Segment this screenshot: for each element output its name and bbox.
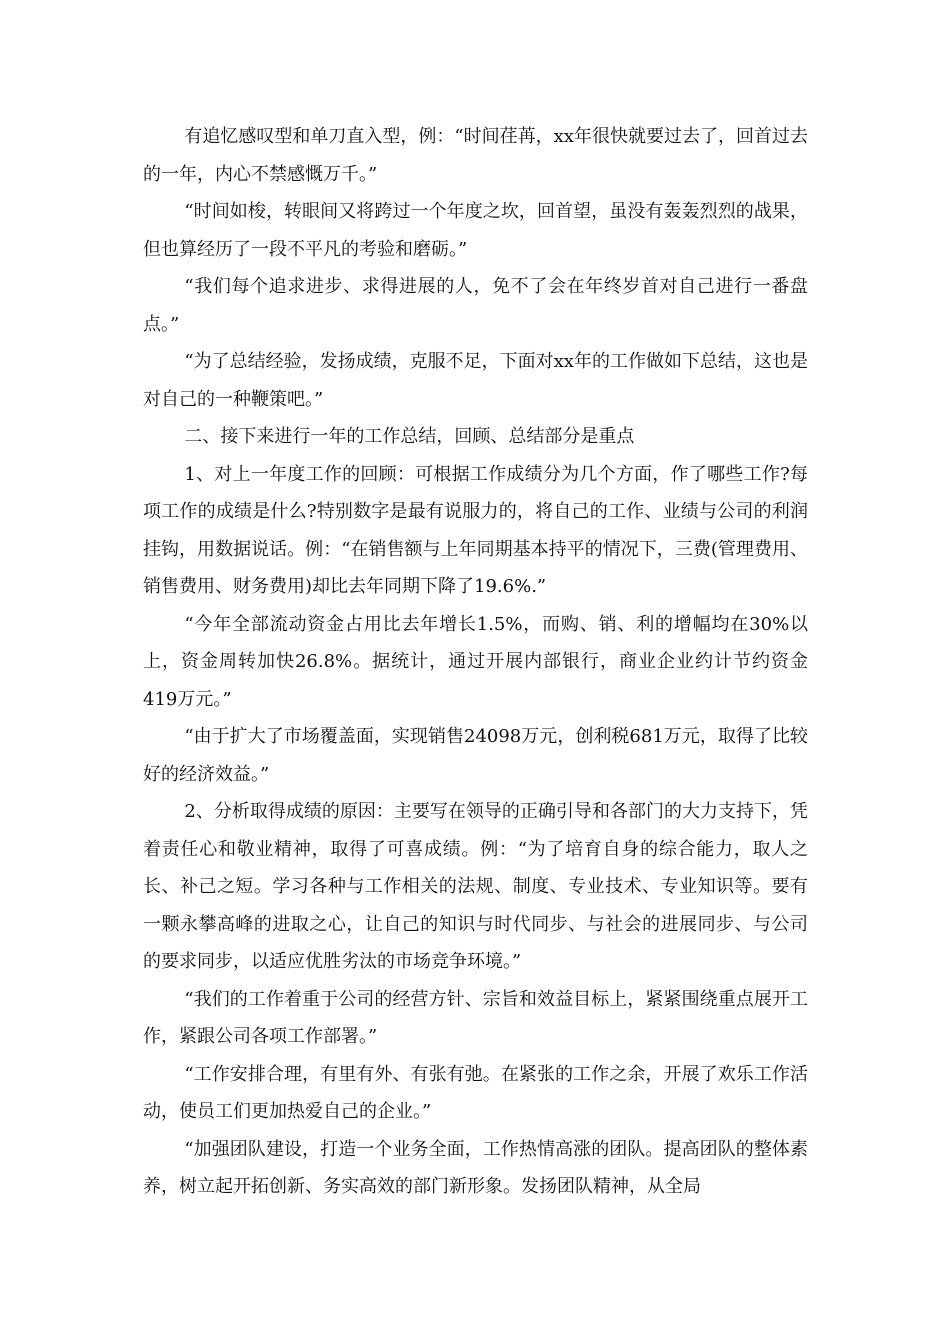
paragraph: 2、分析取得成绩的原因：主要写在领导的正确引导和各部门的大力支持下，凭着责任心和敬业精神，取得了可喜成绩。例：“为了培育自身的综合能力，取人之长、补己之短。学习各种与工作相关的法规、制度、专业技术、专业知识等。要有一颗永攀高峰的进取之心，让自己的知识与时代同步、与社会的进展同步、与公司的要求同步，以适应优胜劣汰的市场竞争环境。” (143, 801, 808, 972)
paragraph: “我们每个追求进步、求得进展的人，免不了会在年终岁首对自己进行一番盘点。” (143, 276, 808, 335)
paragraph: 1、对上一年度工作的回顾：可根据工作成绩分为几个方面，作了哪些工作?每项工作的成绩是什么?特别数字是最有说服力的，将自己的工作、业绩与公司的利润挂钩，用数据说话。例：“在销售额与上年同期基本持平的情况下，三费(管理费用、销售费用、财务费用)却比去年同期下降了19.6%.” (143, 463, 808, 597)
section-heading: 二、接下来进行一年的工作总结，回顾、总结部分是重点 (184, 426, 635, 447)
paragraph: “工作安排合理，有里有外、有张有弛。在紧张的工作之余，开展了欢乐工作活动，使员工们更加热爱自己的企业。” (143, 1063, 808, 1122)
paragraph: 有追忆感叹型和单刀直入型，例：“时间荏苒，xx年很快就要过去了，回首过去的一年，内心不禁感慨万千。” (143, 126, 808, 185)
paragraph: “时间如梭，转眼间又将跨过一个年度之坎，回首望，虽没有轰轰烈烈的战果，但也算经历了一段不平凡的考验和磨砺。” (143, 201, 808, 260)
document-body (143, 118, 808, 1206)
paragraph: “为了总结经验，发扬成绩，克服不足，下面对xx年的工作做如下总结，这也是对自己的一种鞭策吧。” (143, 351, 808, 410)
paragraph: “今年全部流动资金占用比去年增长1.5%，而购、销、利的增幅均在30%以上，资金周转加快26.8%。据统计，通过开展内部银行，商业企业约计节约资金419万元。” (143, 613, 808, 710)
paragraph: “由于扩大了市场覆盖面，实现销售24098万元，创利税681万元，取得了比较好的经济效益。” (143, 726, 808, 785)
paragraph: “加强团队建设，打造一个业务全面，工作热情高涨的团队。提高团队的整体素养，树立起开拓创新、务实高效的部门新形象。发扬团队精神，从全局 (143, 1138, 808, 1197)
paragraph: “我们的工作着重于公司的经营方针、宗旨和效益目标上，紧紧围绕重点展开工作，紧跟公司各项工作部署。” (143, 988, 808, 1047)
